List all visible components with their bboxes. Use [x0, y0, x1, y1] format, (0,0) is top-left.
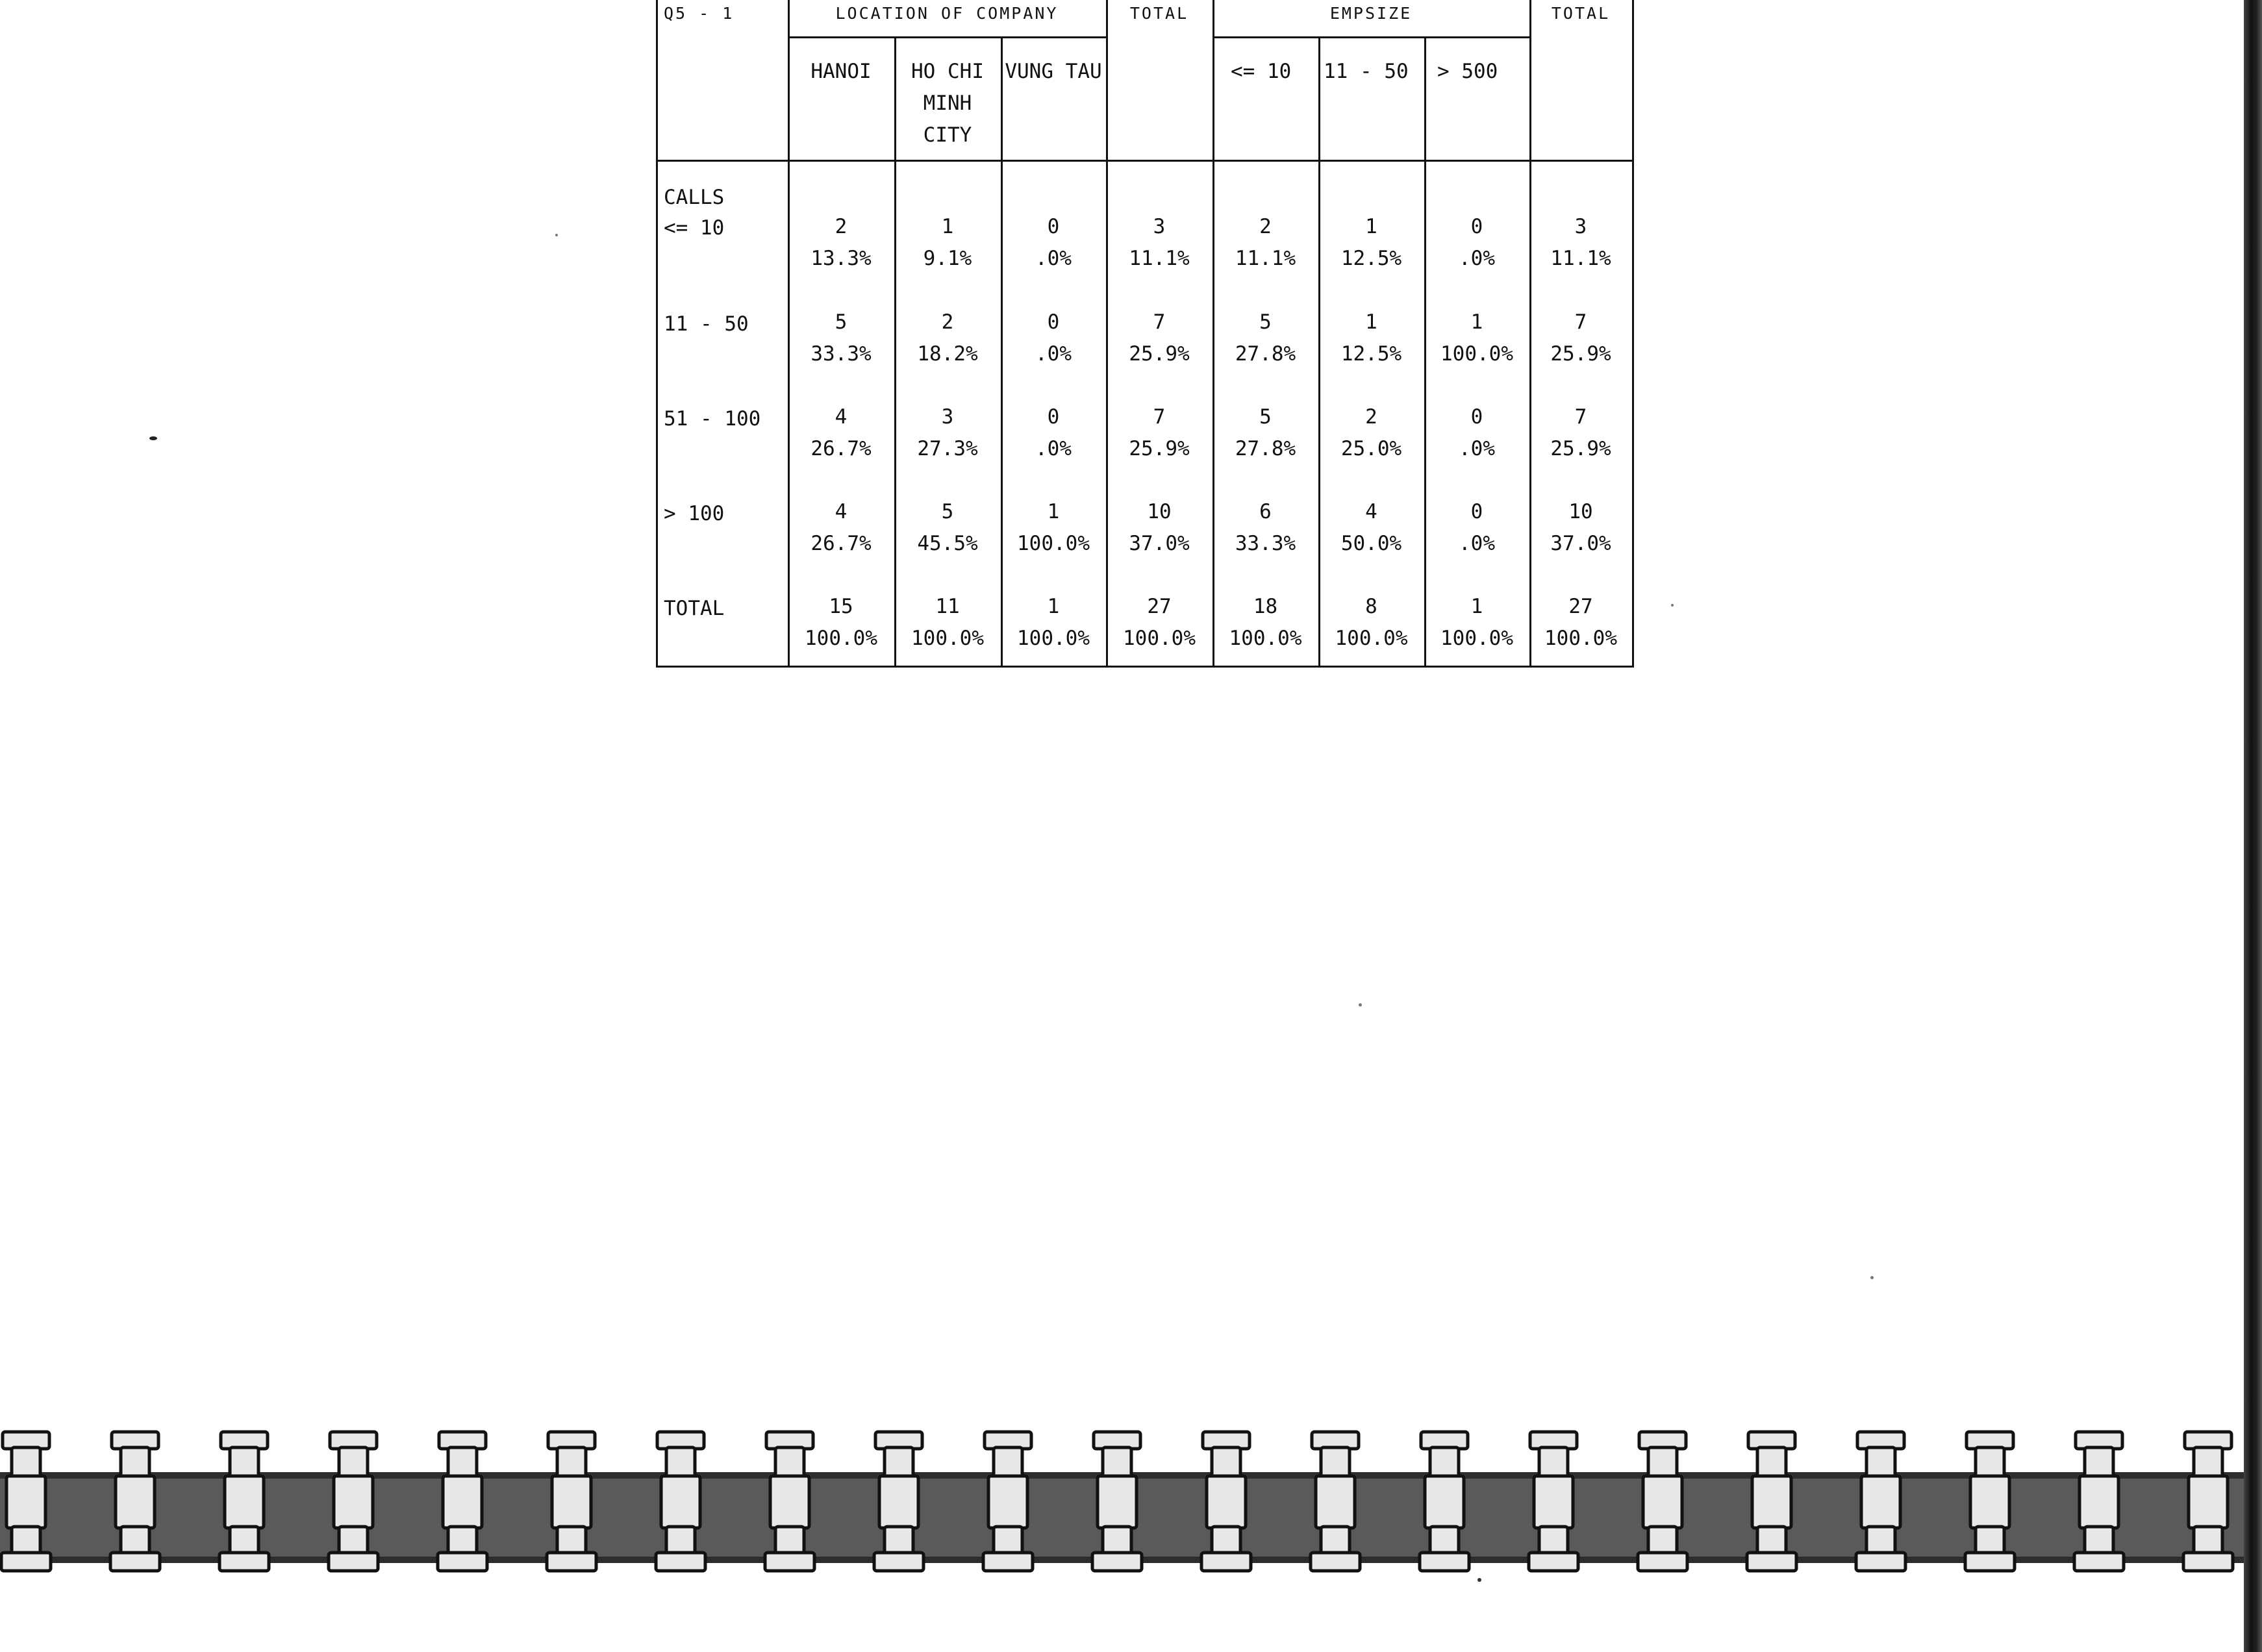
- header-bottom-rule: [658, 160, 1632, 162]
- table-cell: 7 25.9%: [1129, 405, 1190, 460]
- scan-speck: [1359, 1003, 1362, 1007]
- table-cell: 7 25.9%: [1129, 310, 1190, 366]
- table-cell: 0 .0%: [1035, 215, 1072, 270]
- column-header-vung-tau: VUNG TAU: [1005, 60, 1102, 83]
- group-header-location: LOCATION OF COMPANY: [835, 4, 1059, 23]
- table-cell: 2 13.3%: [811, 215, 872, 270]
- table-cell: 1 9.1%: [923, 215, 972, 270]
- table-cell: 0 .0%: [1459, 405, 1495, 460]
- column-header-lte-10: <= 10: [1231, 60, 1292, 83]
- table-cell: 27 100.0%: [1123, 595, 1196, 650]
- table-cell: 4 26.7%: [811, 500, 872, 555]
- table-cell: 7 25.9%: [1550, 310, 1611, 366]
- table-cell: 10 37.0%: [1550, 500, 1611, 555]
- table-cell: 3 27.3%: [917, 405, 978, 460]
- table-cell: 3 11.1%: [1129, 215, 1190, 270]
- row-label: 51 - 100: [664, 407, 761, 431]
- table-cell: 8 100.0%: [1335, 595, 1408, 650]
- table-cell: 1 100.0%: [1017, 595, 1090, 650]
- table-cell: 11 100.0%: [911, 595, 984, 650]
- group-header-total-2: TOTAL: [1551, 4, 1611, 23]
- corner-label: Q5 - 1: [664, 4, 735, 23]
- column-header-gt-500: > 500: [1437, 60, 1498, 83]
- table-cell: 2 25.0%: [1340, 405, 1402, 460]
- table-cell: 2 11.1%: [1235, 215, 1296, 270]
- row-label: TOTAL: [664, 597, 725, 620]
- table-cell: 0 .0%: [1035, 405, 1072, 460]
- table-cell: 7 25.9%: [1550, 405, 1611, 460]
- column-header-11-50: 11 - 50: [1324, 60, 1409, 83]
- row-label: > 100: [664, 502, 725, 525]
- table-cell: 0 .0%: [1459, 215, 1495, 270]
- table-cell: 0 .0%: [1035, 310, 1072, 366]
- group-header-underline: [1213, 36, 1529, 38]
- table-cell: 27 100.0%: [1544, 595, 1617, 650]
- page-right-edge-shadow: [2244, 0, 2262, 1652]
- table-cell: 5 45.5%: [917, 500, 978, 555]
- table-cell: 1 12.5%: [1340, 310, 1402, 366]
- table-cell: 4 50.0%: [1340, 500, 1402, 555]
- table-cell: 15 100.0%: [805, 595, 877, 650]
- table-cell: 5 27.8%: [1235, 405, 1296, 460]
- table-cell: 1 100.0%: [1440, 595, 1513, 650]
- group-header-total: TOTAL: [1129, 4, 1189, 23]
- table-cell: 5 33.3%: [811, 310, 872, 366]
- table-cell: 6 33.3%: [1235, 500, 1296, 555]
- table-cell: 5 27.8%: [1235, 310, 1296, 366]
- row-label: <= 10: [664, 216, 725, 240]
- table-cell: 18 100.0%: [1229, 595, 1302, 650]
- table-cell: 4 26.7%: [811, 405, 872, 460]
- scan-speck: [1477, 1578, 1481, 1582]
- column-header-ho-chi-minh-city: HO CHI MINH CITY: [911, 60, 984, 147]
- table-cell: 1 100.0%: [1017, 500, 1090, 555]
- row-header-calls: CALLS: [664, 186, 725, 209]
- scan-speck: [1671, 604, 1674, 607]
- table-cell: 1 100.0%: [1440, 310, 1513, 366]
- table-cell: 2 18.2%: [917, 310, 978, 366]
- row-label: 11 - 50: [664, 312, 749, 336]
- scan-speck: [555, 234, 558, 236]
- scan-speck: [149, 436, 157, 440]
- spiral-binding: [0, 1425, 2244, 1607]
- scan-speck: [1870, 1276, 1874, 1279]
- table-cell: 10 37.0%: [1129, 500, 1190, 555]
- group-header-empsize: EMPSIZE: [1329, 4, 1413, 23]
- table-cell: 0 .0%: [1459, 500, 1495, 555]
- group-header-underline: [788, 36, 1106, 38]
- table-cell: 1 12.5%: [1340, 215, 1402, 270]
- column-header-hanoi: HANOI: [811, 60, 872, 83]
- table-cell: 3 11.1%: [1550, 215, 1611, 270]
